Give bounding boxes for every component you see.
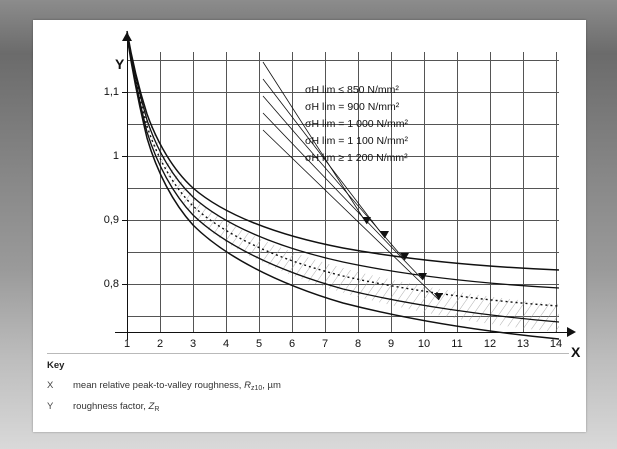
x-axis-line xyxy=(115,332,570,333)
key-title: Key xyxy=(47,360,65,371)
x-axis-label: X xyxy=(571,344,581,360)
x-axis-arrow-icon xyxy=(567,327,576,337)
y-axis-line xyxy=(127,38,128,340)
y-axis-label: Y xyxy=(115,56,125,72)
y-tick-label-1_1: 1,1 xyxy=(103,86,119,98)
legend-item-900: σH lim = 900 N/mm² xyxy=(305,101,400,113)
key-block xyxy=(47,360,567,422)
key-text-y xyxy=(73,401,159,413)
x-tick-label-7: 7 xyxy=(321,338,329,350)
x-tick-label-5: 5 xyxy=(255,338,263,350)
x-tick-label-13: 13 xyxy=(516,338,530,350)
key-text-x-after: , µm xyxy=(262,380,281,391)
y-tick-label-0_8: 0,8 xyxy=(103,278,119,290)
key-text-x-italic: R xyxy=(244,380,251,391)
y-tick-label-0_9: 0,9 xyxy=(103,214,119,226)
key-divider xyxy=(47,353,569,354)
x-tick-label-4: 4 xyxy=(222,338,230,350)
hatched-band xyxy=(123,28,563,334)
key-row-y xyxy=(47,401,567,413)
x-tick-label-3: 3 xyxy=(189,338,197,350)
y-tick-label-1: 1 xyxy=(112,150,119,162)
x-tick-label-6: 6 xyxy=(288,338,296,350)
legend-item-1200: σH lim ≥ 1 200 N/mm² xyxy=(305,152,408,164)
chart-figure xyxy=(41,26,581,360)
key-row-x xyxy=(47,380,567,392)
key-text-y-italic: Z xyxy=(148,401,155,412)
key-text-y-sub: R xyxy=(154,406,160,413)
x-tick-label-10: 10 xyxy=(417,338,431,350)
x-tick-label-1: 1 xyxy=(123,338,131,350)
key-text-x-before: mean relative peak-to-valley roughness, xyxy=(73,380,245,391)
figure-page xyxy=(33,20,586,432)
legend-item-1000: σH lim = 1 000 N/mm² xyxy=(305,118,409,130)
y-axis-arrow-icon xyxy=(122,32,132,41)
legend-item-1100: σH lim = 1 100 N/mm² xyxy=(305,135,409,147)
key-text-x xyxy=(73,380,281,392)
x-tick-label-9: 9 xyxy=(387,338,395,350)
legend-item-850: σH lim ≤ 850 N/mm² xyxy=(305,84,399,96)
key-symbol-y: Y xyxy=(47,401,54,412)
key-symbol-x: X xyxy=(47,380,54,391)
x-tick-label-2: 2 xyxy=(156,338,164,350)
legend xyxy=(305,82,408,167)
curve-1000 xyxy=(127,33,559,306)
key-text-y-before: roughness factor, xyxy=(73,401,149,412)
x-tick-label-8: 8 xyxy=(354,338,362,350)
key-text-x-sub: z10 xyxy=(250,385,263,392)
x-tick-label-11: 11 xyxy=(451,338,463,350)
x-tick-label-14: 14 xyxy=(549,338,563,350)
x-tick-label-12: 12 xyxy=(483,338,497,350)
